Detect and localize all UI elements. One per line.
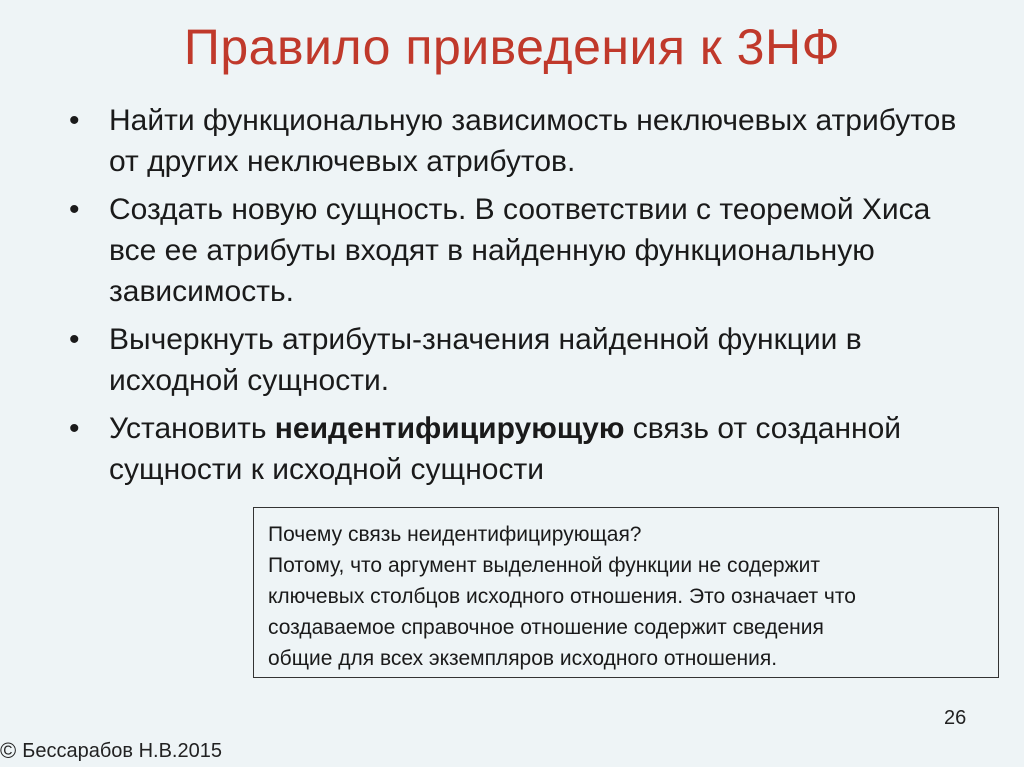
bullet-marker: •: [69, 323, 80, 356]
bullet-marker: •: [69, 193, 80, 226]
bullet-text-bold: неидентифицирующую: [274, 412, 625, 445]
note-line: Потому, что аргумент выделенной функции не содержит: [268, 554, 820, 577]
bullet-text: Вычеркнуть атрибуты-значения найденной функции в исходной сущности.: [109, 323, 862, 397]
bullet-marker: •: [69, 104, 80, 137]
bullet-item-1: [65, 100, 985, 182]
bullet-item-2: [65, 189, 985, 312]
note-line: ключевых столбцов исходного отношения. Это означает что: [268, 585, 856, 608]
bullet-text-before: Установить: [109, 412, 275, 445]
slide-title: Правило приведения к 3НФ: [183, 19, 841, 75]
bullet-text-after: связь от созданной сущности к исходной сущности: [109, 412, 902, 486]
footer: [0, 738, 222, 764]
bullet-item-3: [65, 319, 985, 401]
bullet-marker: •: [69, 412, 80, 445]
note-line: создаваемое справочное отношение содержит сведения: [268, 616, 824, 639]
bullet-text: Найти функциональную зависимость неключевых атрибутов от других неключевых атрибутов.: [109, 104, 957, 178]
bullet-text: Создать новую сущность. В соответствии с теоремой Хиса все ее атрибуты входят в найденную функциональную зависимость.: [109, 193, 931, 308]
page-number: 26: [944, 707, 967, 729]
bullet-list: [65, 100, 985, 497]
footer-author: Бессарабов Н.В.2015: [22, 739, 222, 762]
copyright-icon: ©: [0, 738, 17, 763]
note-line: общие для всех экземпляров исходного отношения.: [268, 647, 778, 670]
note-box: [253, 507, 999, 678]
note-question: Почему связь неидентифицирующая?: [268, 523, 642, 546]
bullet-item-4: [65, 408, 985, 490]
